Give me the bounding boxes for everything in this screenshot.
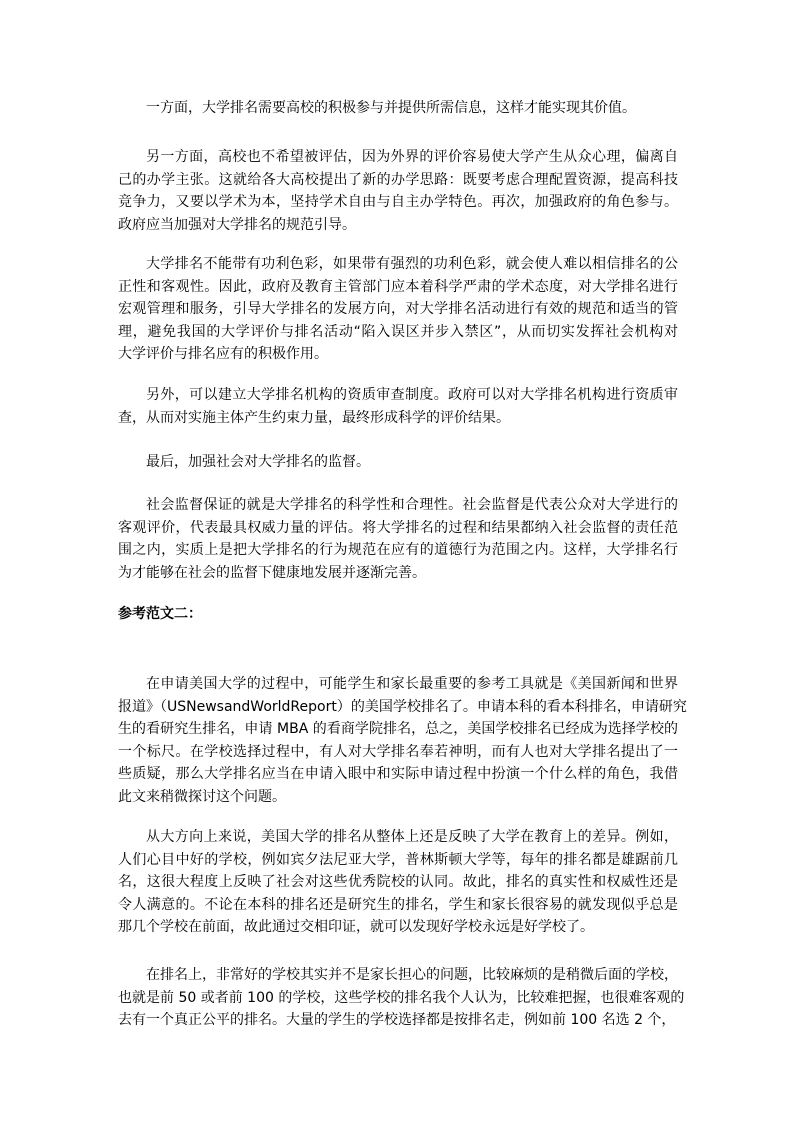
text-line: 一方面，大学排名需要高校的积极参与并提供所需信息，这样才能实现其价值。 xyxy=(146,100,636,116)
text-line: 另外，可以建立大学排名机构的资质审查制度。政府可以对大学排名机构进行资质审 xyxy=(146,387,678,403)
text-line: 在排名上，非常好的学校其实并不是家长担心的问题，比较麻烦的是稍微后面的学校， xyxy=(146,967,678,983)
paragraph xyxy=(118,384,678,429)
text-line: 名，这很大程度上反映了社会对这些优秀院校的认同。故此，排名的真实性和权威性还是 xyxy=(118,874,678,890)
text-line: 为才能够在社会的监督下健康地发展并逐渐完善。 xyxy=(118,564,426,581)
paragraph xyxy=(118,964,685,1032)
paragraph xyxy=(118,494,678,584)
text-line: 人们心目中好的学校，例如宾夕法尼亚大学，普林斯顿大学等，每年的排名都是雄踞前几 xyxy=(118,851,678,868)
text-line: 查，从而对实施主体产生约束力量，最终形成科学的评价结果。 xyxy=(118,409,510,426)
text-line: 生的看研究生排名，申请 MBA 的看商学院排名，总之，美国学校排名已经成为选择学校的 xyxy=(118,721,678,737)
text-line: 竞争力，又要以学术为本，坚持学术自由与自主办学特色。再次，加强政府的角色参与。 xyxy=(118,194,678,210)
paragraph xyxy=(118,253,678,366)
section-heading: 参考范文二： xyxy=(118,606,202,622)
text-line: 令人满意的。不论在本科的排名还是研究生的排名，学生和家长很容易的就发现似乎总是 xyxy=(118,896,678,913)
text-line: 政府应当加强对大学排名的规范引导。 xyxy=(118,216,356,233)
text-line: 此文来稍微探讨这个问题。 xyxy=(118,788,286,805)
text-line: 在申请美国大学的过程中，可能学生和家长最重要的参考工具就是《美国新闻和世界 xyxy=(146,676,678,692)
text-line: 从大方向上来说，美国大学的排名从整体上还是反映了大学在教育上的差异。例如， xyxy=(146,829,678,845)
text-line: 报道》（USNewsandWorldReport）的美国学校排名了。申请本科的看本科排名，申请研究 xyxy=(118,698,687,715)
text-line: 去有一个真正公平的排名。大量的学生的学校选择都是按排名走，例如前 100 名选 2 个， xyxy=(118,1012,676,1028)
text-line: 正性和客观性。因此，政府及教育主管部门应本着科学严肃的学术态度，对大学排名进行 xyxy=(118,278,678,295)
text-line: 理，避免我国的大学评价与排名活动“陷入误区并步入禁区”，从而切实发挥社会机构对 xyxy=(118,323,678,340)
text-line: 客观评价，代表最具权威力量的评估。将大学排名的过程和结果都纳入社会监督的责任范 xyxy=(118,519,678,536)
text-line: 另一方面，高校也不希望被评估，因为外界的评价容易使大学产生从众心理，偏离自 xyxy=(146,149,678,165)
paragraph xyxy=(118,826,678,939)
text-line: 些质疑，那么大学排名应当在申请入眼中和实际申请过程中扮演一个什么样的角色，我借 xyxy=(118,766,678,782)
text-line: 大学排名不能带有功利色彩，如果带有强烈的功利色彩，就会使人难以相信排名的公 xyxy=(146,256,678,272)
text-line: 那几个学校在前面，故此通过交相印证，就可以发现好学校永远是好学校了。 xyxy=(118,919,594,935)
paragraph xyxy=(118,451,678,474)
text-line: 一个标尺。在学校选择过程中，有人对大学排名奉若神明，而有人也对大学排名提出了一 xyxy=(118,743,678,760)
paragraph xyxy=(118,146,678,236)
text-line: 也就是前 50 或者前 100 的学校，这些学校的排名我个人认为，比较难把握，也很难客观的 xyxy=(118,989,685,1006)
text-line: 大学评价与排名应有的积极作用。 xyxy=(118,346,328,362)
text-line: 社会监督保证的就是大学排名的科学性和合理性。社会监督是代表公众对大学进行的 xyxy=(146,497,678,513)
paragraph xyxy=(118,97,678,120)
paragraph xyxy=(118,673,687,808)
text-line: 最后，加强社会对大学排名的监督。 xyxy=(146,454,370,470)
text-line: 围之内，实质上是把大学排名的行为规范在应有的道德行为范围之内。这样，大学排名行 xyxy=(118,542,678,558)
text-line: 宏观管理和服务，引导大学排名的发展方向，对大学排名活动进行有效的规范和适当的管 xyxy=(118,301,678,317)
text-line: 己的办学主张。这就给各大高校提出了新的办学思路：既要考虑合理配置资源，提高科技 xyxy=(118,171,678,188)
